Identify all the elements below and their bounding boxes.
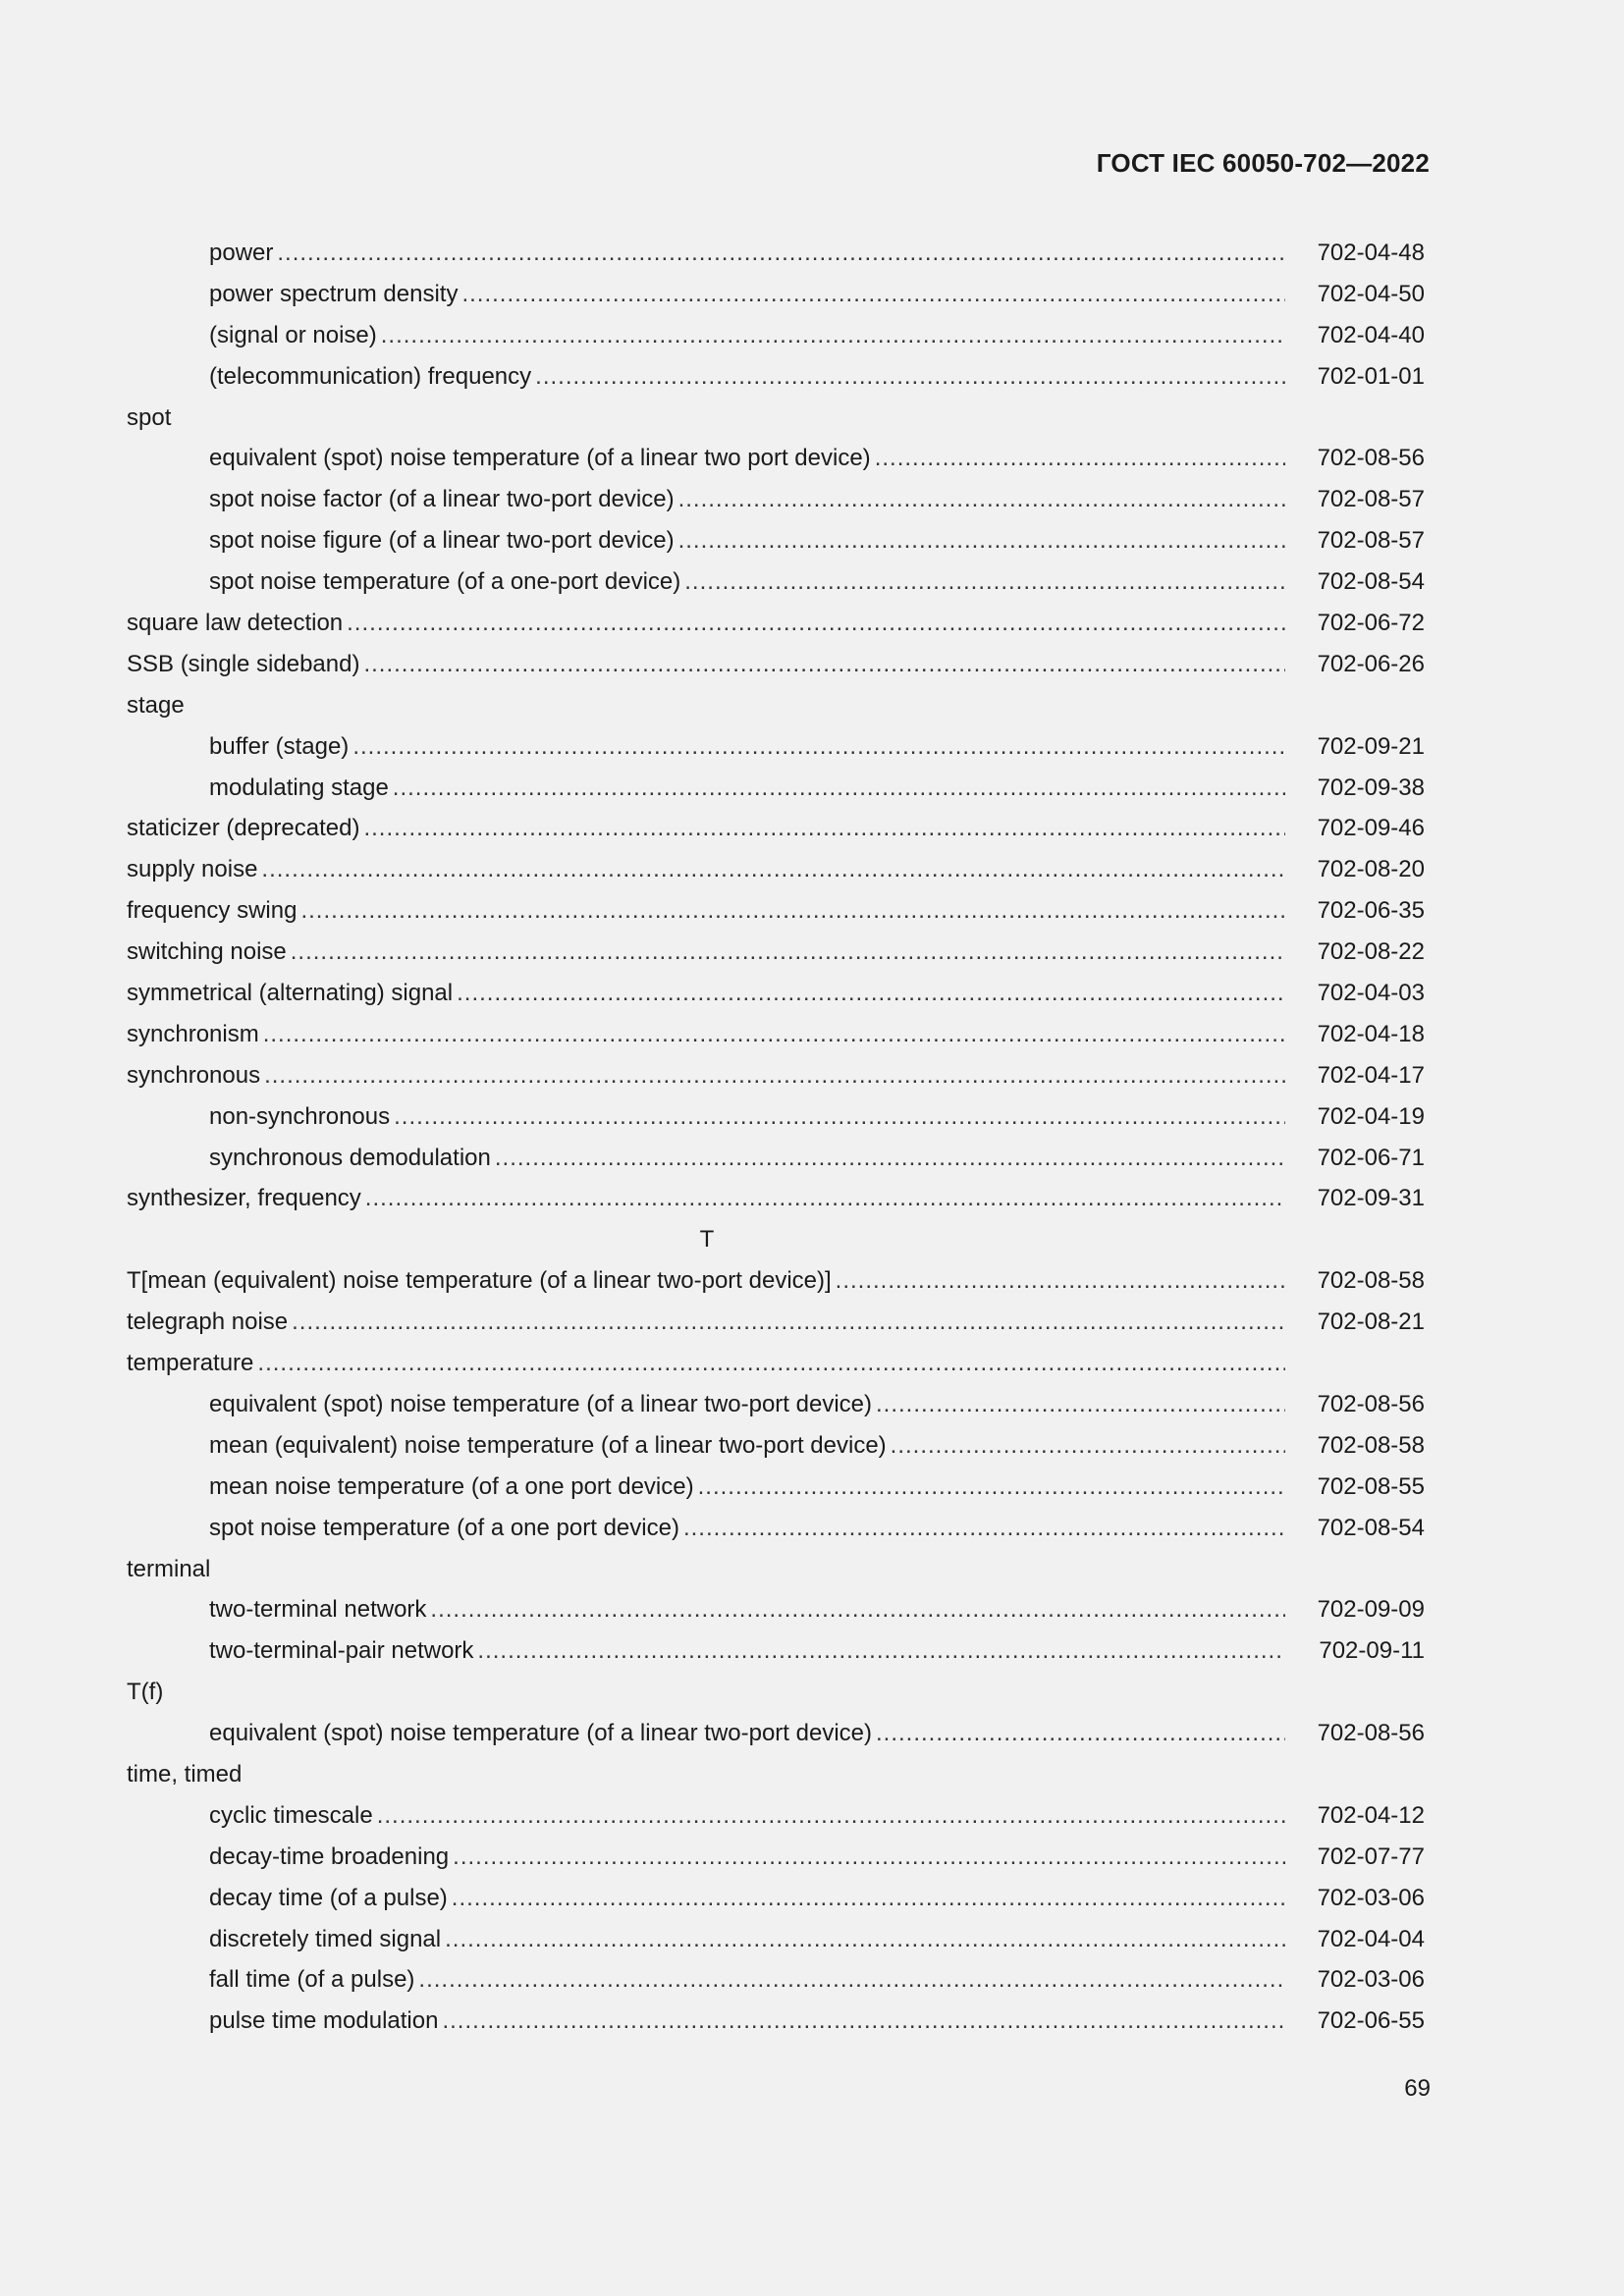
- index-entry: [127, 1178, 1425, 1219]
- index-reference: 702-08-55: [1317, 1472, 1425, 1500]
- index-reference: 702-03-06: [1317, 1966, 1425, 1994]
- index-group-heading: [127, 398, 1425, 439]
- index-entry: [127, 274, 1425, 315]
- index-reference: 702-08-58: [1317, 1267, 1425, 1295]
- index-term: spot noise temperature (of a one-port device): [209, 568, 681, 596]
- index-term: equivalent (spot) noise temperature (of a linear two-port device): [209, 1720, 872, 1747]
- index-term: supply noise: [127, 856, 258, 883]
- dot-leader: [457, 973, 1285, 1014]
- index-entry: [127, 644, 1425, 685]
- index-term: modulating stage: [209, 774, 389, 801]
- index-term: terminal: [127, 1555, 211, 1582]
- index-reference: 702-09-46: [1317, 815, 1425, 842]
- dot-leader: [477, 1630, 1285, 1672]
- index-reference: 702-09-31: [1317, 1185, 1425, 1212]
- index-reference: 702-06-71: [1317, 1144, 1425, 1171]
- index-term: (signal or noise): [209, 321, 377, 348]
- index-term: two-terminal-pair network: [209, 1637, 474, 1665]
- index-term: mean (equivalent) noise temperature (of a linear two-port device): [209, 1431, 887, 1459]
- index-reference: 702-07-77: [1317, 1842, 1425, 1870]
- index-entry: [127, 561, 1425, 603]
- index-reference: 702-08-56: [1317, 1720, 1425, 1747]
- index-group-heading: [127, 1672, 1425, 1713]
- index-entry: [127, 768, 1425, 809]
- dot-leader: [495, 1138, 1285, 1179]
- index-term: pulse time modulation: [209, 2007, 439, 2035]
- index-reference: 702-08-54: [1317, 1514, 1425, 1541]
- index-term: T(f): [127, 1679, 164, 1706]
- index-reference: 702-06-26: [1317, 650, 1425, 677]
- dot-leader: [347, 603, 1285, 644]
- index-term: fall time (of a pulse): [209, 1966, 415, 1994]
- index-entry: [127, 603, 1425, 644]
- index-term: synthesizer, frequency: [127, 1185, 361, 1212]
- index-entry: [127, 1589, 1425, 1630]
- dot-leader: [535, 356, 1285, 398]
- dot-leader: [381, 315, 1285, 356]
- index-entry: [127, 233, 1425, 274]
- index-reference: 702-04-17: [1317, 1061, 1425, 1089]
- index-term: equivalent (spot) noise temperature (of a linear two port device): [209, 445, 871, 472]
- index-reference: 702-08-57: [1317, 527, 1425, 555]
- index-term: SSB (single sideband): [127, 650, 360, 677]
- index-term: discretely timed signal: [209, 1925, 442, 1952]
- index-reference: 702-04-50: [1317, 280, 1425, 307]
- index-entry: [127, 1795, 1425, 1837]
- index-term: spot noise factor (of a linear two-port device): [209, 486, 675, 513]
- page-number: 69: [1404, 2075, 1431, 2102]
- index-term: spot noise temperature (of a one port device): [209, 1514, 679, 1541]
- index-term: synchronous: [127, 1061, 261, 1089]
- index-reference: 702-09-09: [1317, 1596, 1425, 1624]
- index-reference: 702-08-21: [1317, 1308, 1425, 1336]
- index-entry: [127, 1138, 1425, 1179]
- section-letter: [127, 1219, 1425, 1260]
- index-reference: 702-04-48: [1317, 240, 1425, 266]
- index-entry: [127, 315, 1425, 356]
- index-term: (telecommunication) frequency: [209, 362, 532, 390]
- index-reference: 702-08-56: [1317, 1390, 1425, 1417]
- dot-leader: [418, 1959, 1285, 2001]
- index-entry: [127, 973, 1425, 1014]
- index-entry: [127, 1384, 1425, 1425]
- index-entry: [127, 932, 1425, 973]
- index-reference: 702-01-01: [1317, 362, 1425, 390]
- index-term: synchronous demodulation: [209, 1144, 491, 1171]
- index-entry: [127, 1878, 1425, 1919]
- dot-leader: [452, 1878, 1285, 1919]
- index-term: cyclic timescale: [209, 1801, 373, 1829]
- index-reference: 702-09-11: [1319, 1637, 1425, 1665]
- index-term: power spectrum density: [209, 280, 459, 307]
- dot-leader: [445, 1919, 1285, 1960]
- index-entry: [127, 726, 1425, 768]
- dot-leader: [442, 2001, 1285, 2042]
- index-entry: [127, 1014, 1425, 1055]
- dot-leader: [291, 932, 1285, 973]
- index-reference: 702-04-40: [1317, 321, 1425, 348]
- dot-leader: [263, 1014, 1285, 1055]
- index-entry: [127, 1467, 1425, 1508]
- index-entry: [127, 1508, 1425, 1549]
- dot-leader: [430, 1589, 1285, 1630]
- dot-leader: [365, 1178, 1285, 1219]
- index-term: decay time (of a pulse): [209, 1884, 448, 1911]
- index-entry: [127, 438, 1425, 479]
- index-entry: [127, 1630, 1425, 1672]
- dot-leader: [264, 1055, 1285, 1096]
- index-term: synchronism: [127, 1020, 259, 1047]
- index-term: T[mean (equivalent) noise temperature (of a linear two-port device)]: [127, 1267, 832, 1295]
- index-entry: [127, 520, 1425, 561]
- dot-leader: [394, 1096, 1285, 1138]
- index-reference: 702-04-12: [1317, 1801, 1425, 1829]
- index-group-heading: [127, 1754, 1425, 1795]
- dot-leader: [393, 768, 1285, 809]
- dot-leader: [876, 1713, 1285, 1754]
- index-entry: [127, 1837, 1425, 1878]
- dot-leader: [453, 1837, 1285, 1878]
- index-term: stage: [127, 691, 185, 719]
- index-reference: 702-08-54: [1317, 568, 1425, 596]
- dot-leader: [683, 1508, 1285, 1549]
- index-group-heading: [127, 685, 1425, 726]
- index-term: decay-time broadening: [209, 1842, 450, 1870]
- index-term: symmetrical (alternating) signal: [127, 980, 454, 1007]
- index-term: frequency swing: [127, 897, 298, 925]
- index-reference: 702-08-57: [1317, 486, 1425, 513]
- index-reference: 702-06-35: [1317, 897, 1425, 925]
- index-entry: [127, 356, 1425, 398]
- index-entry: [127, 479, 1425, 520]
- dot-leader: [277, 233, 1285, 274]
- index-reference: 702-08-58: [1317, 1431, 1425, 1459]
- dot-leader: [257, 1343, 1285, 1384]
- dot-leader: [678, 479, 1285, 520]
- dot-leader: [363, 644, 1285, 685]
- dot-leader: [836, 1260, 1285, 1302]
- index-reference: 702-06-72: [1317, 610, 1425, 637]
- index-group-heading: [127, 1549, 1425, 1590]
- dot-leader: [363, 808, 1285, 849]
- index-entry: [127, 1055, 1425, 1096]
- index-entry: [127, 1302, 1425, 1343]
- index-reference: 702-04-18: [1317, 1020, 1425, 1047]
- dot-leader: [891, 1425, 1285, 1467]
- index-entry: [127, 2001, 1425, 2042]
- dot-leader: [678, 520, 1285, 561]
- dot-leader: [684, 561, 1285, 603]
- index-entries: [127, 233, 1425, 2042]
- index-reference: 702-04-03: [1317, 980, 1425, 1007]
- index-entry: [127, 1959, 1425, 2001]
- index-reference: 702-04-04: [1317, 1925, 1425, 1952]
- index-reference: 702-09-38: [1317, 774, 1425, 801]
- dot-leader: [352, 726, 1285, 768]
- index-term: buffer (stage): [209, 732, 350, 760]
- dot-leader: [377, 1795, 1285, 1837]
- index-entry: [127, 1343, 1425, 1384]
- dot-leader: [261, 849, 1285, 890]
- index-term: staticizer (deprecated): [127, 815, 360, 842]
- index-entry: [127, 1919, 1425, 1960]
- index-term: square law detection: [127, 610, 344, 637]
- index-term: non-synchronous: [209, 1102, 391, 1130]
- index-reference: 702-09-21: [1317, 732, 1425, 760]
- dot-leader: [292, 1302, 1285, 1343]
- dot-leader: [875, 438, 1285, 479]
- index-entry: [127, 849, 1425, 890]
- index-entry: [127, 1425, 1425, 1467]
- index-reference: 702-06-55: [1317, 2007, 1425, 2035]
- index-reference: 702-08-56: [1317, 445, 1425, 472]
- index-term: spot noise figure (of a linear two-port device): [209, 527, 675, 555]
- index-term: equivalent (spot) noise temperature (of a linear two-port device): [209, 1390, 872, 1417]
- dot-leader: [876, 1384, 1285, 1425]
- index-entry: [127, 808, 1425, 849]
- index-term: two-terminal network: [209, 1596, 427, 1624]
- dot-leader: [698, 1467, 1285, 1508]
- index-reference: 702-08-20: [1317, 856, 1425, 883]
- dot-leader: [300, 890, 1285, 932]
- index-term: power: [209, 240, 274, 266]
- index-term: temperature: [127, 1350, 254, 1377]
- index-term: spot: [127, 403, 172, 431]
- section-letter-label: T: [699, 1226, 715, 1254]
- index-reference: 702-04-19: [1317, 1102, 1425, 1130]
- index-reference: 702-08-22: [1317, 938, 1425, 966]
- index-reference: 702-03-06: [1317, 1884, 1425, 1911]
- index-entry: [127, 1260, 1425, 1302]
- index-entry: [127, 1713, 1425, 1754]
- index-term: telegraph noise: [127, 1308, 289, 1336]
- index-term: time, timed: [127, 1760, 243, 1788]
- index-entry: [127, 1096, 1425, 1138]
- index-term: switching noise: [127, 938, 287, 966]
- index-entry: [127, 890, 1425, 932]
- dot-leader: [461, 274, 1285, 315]
- index-term: mean noise temperature (of a one port device): [209, 1472, 694, 1500]
- page-header: ГОСТ IEC 60050-702—2022: [1096, 148, 1430, 178]
